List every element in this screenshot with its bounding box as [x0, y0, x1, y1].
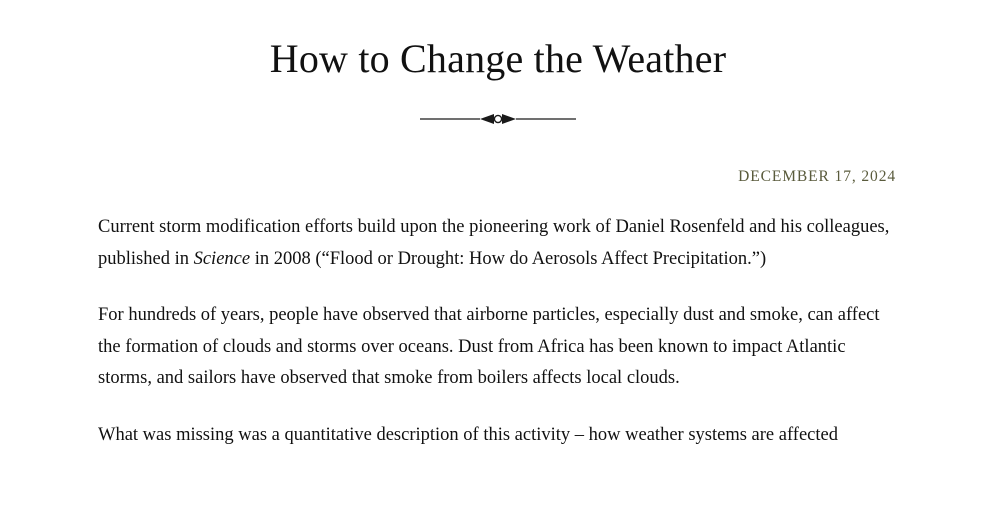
paragraph-1 — [98, 212, 898, 275]
page-title: How to Change the Weather — [269, 36, 727, 81]
paragraph-1-part-2-italic: Science — [193, 248, 251, 269]
article-body — [98, 212, 898, 451]
paragraph-1-part-1: Current storm modification efforts build upon the pioneering work of Daniel Rosenfeld and his colleagues, published in — [98, 217, 890, 269]
ornamental-divider-icon — [418, 111, 578, 127]
paragraph-3 — [98, 420, 898, 452]
article-container — [98, 0, 898, 451]
paragraph-2 — [98, 300, 898, 395]
paragraph-1-part-3: in 2008 (“Flood or Drought: How do Aerosols Affect Precipitation.”) — [250, 248, 767, 269]
article-date: DECEMBER 17, 2024 — [738, 168, 896, 185]
paragraph-2-part-1: For hundreds of years, people have observed that airborne particles, especially dust and smoke, can affect the formation of clouds and storms over oceans. Dust from Africa has been known to impact Atlantic storms, and sailors have observed that smoke from boilers affects local clouds. — [98, 305, 880, 388]
paragraph-3-part-1: What was missing was a quantitative description of this activity – how weather systems are affected — [98, 424, 838, 445]
ornamental-divider — [98, 110, 898, 128]
